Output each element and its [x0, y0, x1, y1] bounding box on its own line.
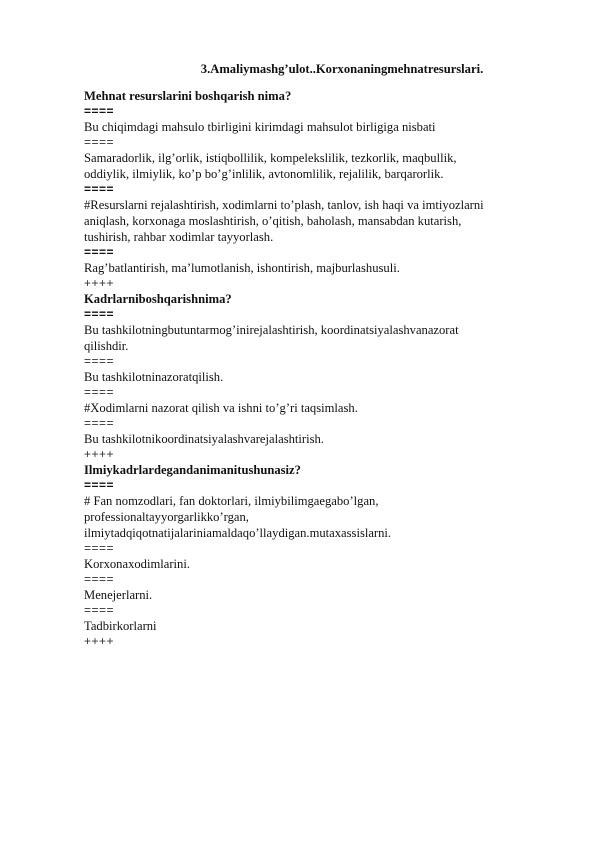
answer-text: Bu tashkilotnikoordinatsiyalashvarejalashtirish. — [84, 432, 324, 446]
answer-text: Bu tashkilotninazoratqilish. — [84, 370, 224, 384]
answer-text: professionaltayyorgarlikko’rgan, — [84, 510, 249, 524]
document-body — [84, 88, 554, 649]
answer-text: Rag’batlantirish, ma’lumotlanish, ishontirish, majburlashusuli. — [84, 261, 400, 275]
answer-text: oddiylik, ilmiylik, ko’p bo’g’inlilik, avtonomlilik, rejalilik, barqarorlik. — [84, 167, 444, 181]
page-title: 3.Amaliymashg’ulot..Korxonaningmehnatresurslari. — [200, 62, 484, 76]
question-text: Ilmiykadrlardegandanimanitushunasiz? — [84, 463, 301, 477]
answer-text: tushirish, rahbar xodimlar tayyorlash. — [84, 230, 274, 244]
separator-marker: ==== — [84, 182, 115, 196]
question-text: Kadrlarniboshqarishnima? — [84, 292, 232, 306]
answer-text: #Xodimlarni nazorat qilish va ishni to’g’ri taqsimlash. — [84, 401, 358, 415]
answer-text: #Resurslarni rejalashtirish, xodimlarni to’plash, tanlov, ish haqi va imtiyozlarni — [84, 198, 484, 212]
separator-marker: ==== — [84, 307, 115, 321]
answer-text: # Fan nomzodlari, fan doktorlari, ilmiybilimgaegabo’lgan, — [84, 494, 379, 508]
separator-marker: ++++ — [84, 276, 115, 290]
separator-marker: ==== — [84, 416, 115, 430]
separator-marker: ==== — [84, 603, 115, 617]
answer-text: Korxonaxodimlarini. — [84, 557, 190, 571]
separator-marker: ++++ — [84, 634, 115, 648]
separator-marker: ==== — [84, 354, 115, 368]
answer-text: Tadbirkorlarni — [84, 619, 157, 633]
separator-marker: ==== — [84, 135, 115, 149]
separator-marker: ==== — [84, 104, 115, 118]
answer-text: qilishdir. — [84, 339, 129, 353]
answer-text: Bu chiqimdagi mahsulo tbirligini kirimdagi mahsulot birligiga nisbati — [84, 120, 436, 134]
separator-marker: ==== — [84, 572, 115, 586]
answer-text: aniqlash, korxonaga moslashtirish, o’qitish, baholash, mansabdan kutarish, — [84, 214, 462, 228]
separator-marker: ==== — [84, 478, 115, 492]
answer-text: ilmiytadqiqotnatijalariniamaldaqo’llaydigan.mutaxassislarni. — [84, 526, 392, 540]
separator-marker: ==== — [84, 245, 115, 259]
separator-marker: ==== — [84, 385, 115, 399]
question-text: Mehnat resurslarini boshqarish nima? — [84, 89, 292, 103]
answer-text: Samaradorlik, ilg’orlik, istiqbollilik, kompelekslilik, tezkorlik, maqbullik, — [84, 151, 457, 165]
answer-text: Menejerlarni. — [84, 588, 153, 602]
separator-marker: ==== — [84, 541, 115, 555]
answer-text: Bu tashkilotningbutuntarmog’inirejalashtirish, koordinatsiyalashvanazorat — [84, 323, 459, 337]
separator-marker: ++++ — [84, 447, 115, 461]
